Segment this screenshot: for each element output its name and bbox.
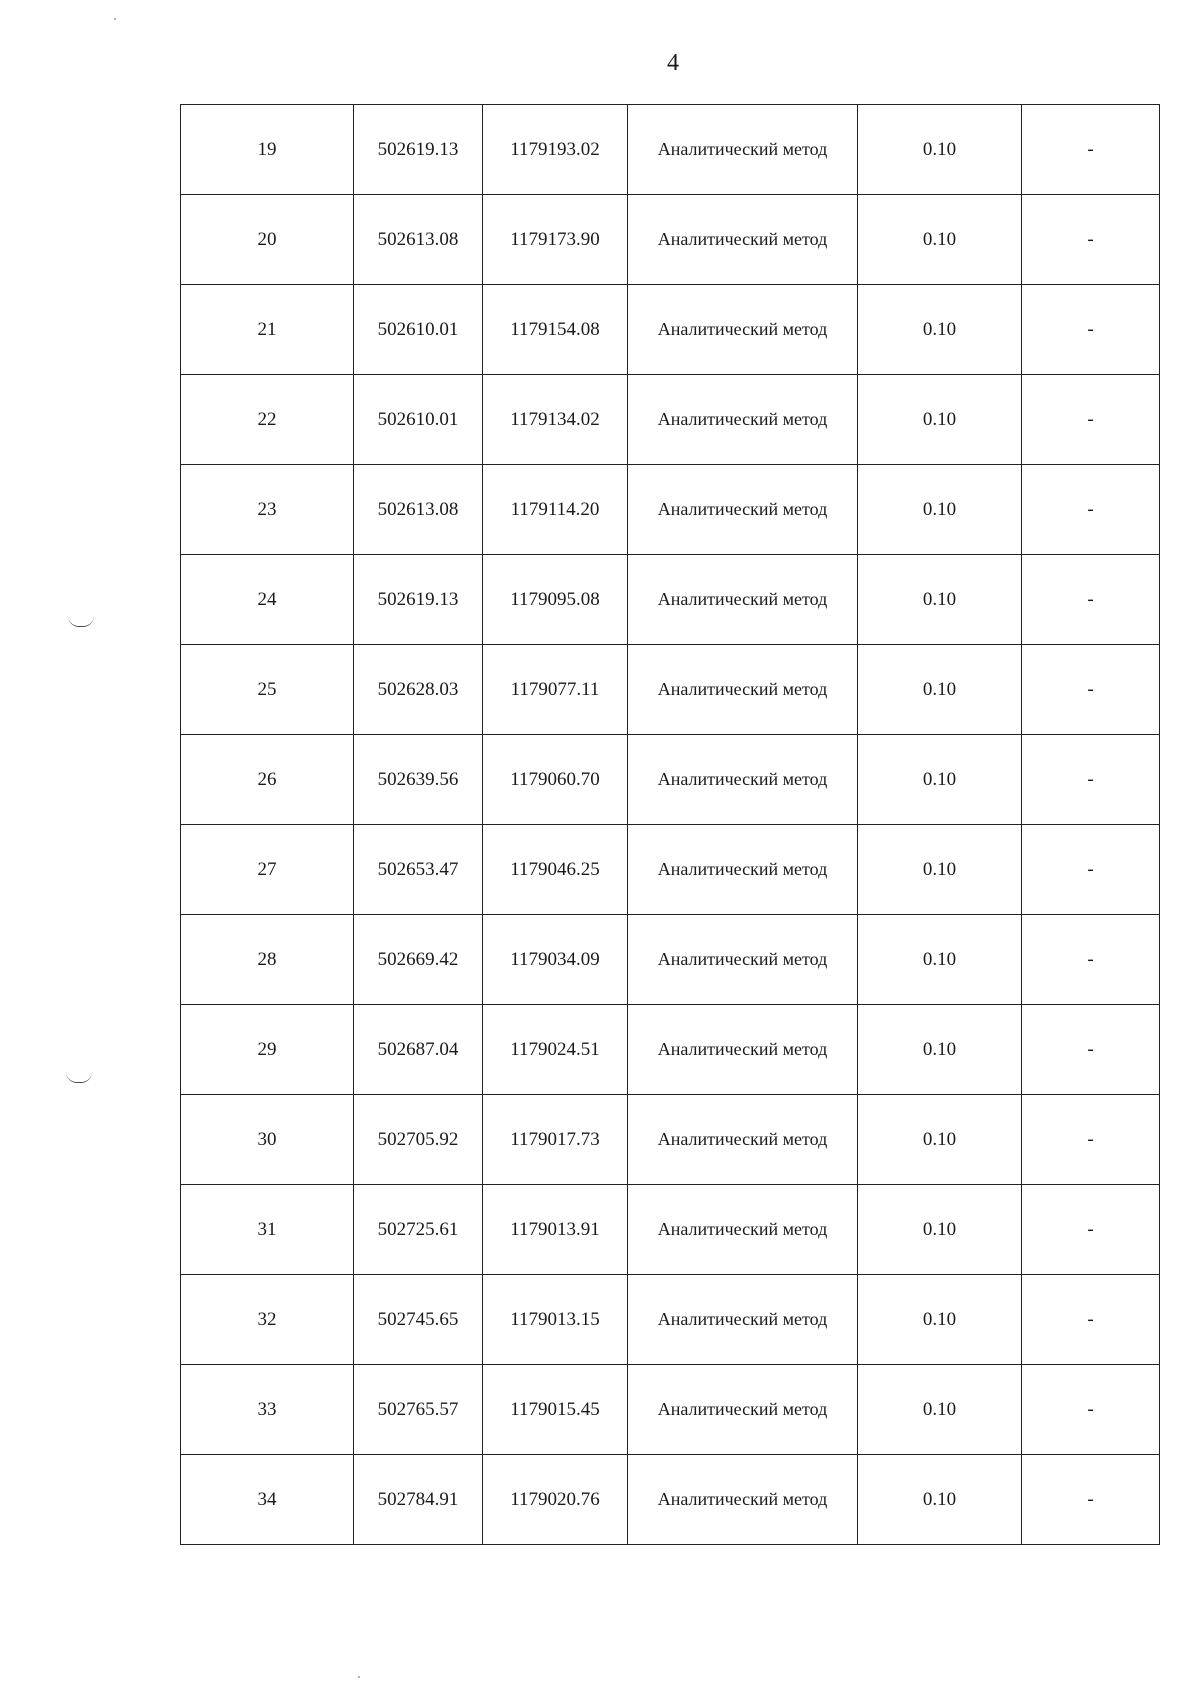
y-coordinate-cell: 1179046.25 [483,825,628,915]
note-cell: - [1022,1095,1160,1185]
point-number-cell: 24 [181,555,354,645]
y-coordinate-cell: 1179020.76 [483,1455,628,1545]
point-number-cell: 29 [181,1005,354,1095]
table-row [181,645,1160,735]
method-cell: Аналитический метод [628,465,858,555]
page-number: 4 [667,50,679,76]
point-number-cell: 21 [181,285,354,375]
y-coordinate-cell: 1179013.91 [483,1185,628,1275]
point-number-cell: 30 [181,1095,354,1185]
x-coordinate-cell: 502653.47 [354,825,483,915]
point-number-cell: 27 [181,825,354,915]
accuracy-cell: 0.10 [858,1095,1022,1185]
y-coordinate-cell: 1179013.15 [483,1275,628,1365]
scan-artifact-mark [68,616,94,627]
x-coordinate-cell: 502613.08 [354,465,483,555]
table-row [181,1275,1160,1365]
y-coordinate-cell: 1179060.70 [483,735,628,825]
x-coordinate-cell: 502619.13 [354,555,483,645]
accuracy-cell: 0.10 [858,105,1022,195]
method-cell: Аналитический метод [628,915,858,1005]
accuracy-cell: 0.10 [858,1365,1022,1455]
accuracy-cell: 0.10 [858,735,1022,825]
table-row [181,1185,1160,1275]
note-cell: - [1022,375,1160,465]
y-coordinate-cell: 1179193.02 [483,105,628,195]
method-cell: Аналитический метод [628,555,858,645]
y-coordinate-cell: 1179024.51 [483,1005,628,1095]
accuracy-cell: 0.10 [858,825,1022,915]
x-coordinate-cell: 502610.01 [354,375,483,465]
y-coordinate-cell: 1179017.73 [483,1095,628,1185]
point-number-cell: 25 [181,645,354,735]
y-coordinate-cell: 1179173.90 [483,195,628,285]
accuracy-cell: 0.10 [858,915,1022,1005]
scan-artifact-dot [114,18,116,20]
x-coordinate-cell: 502687.04 [354,1005,483,1095]
table-row [181,285,1160,375]
note-cell: - [1022,465,1160,555]
x-coordinate-cell: 502619.13 [354,105,483,195]
x-coordinate-cell: 502784.91 [354,1455,483,1545]
method-cell: Аналитический метод [628,195,858,285]
method-cell: Аналитический метод [628,735,858,825]
y-coordinate-cell: 1179077.11 [483,645,628,735]
point-number-cell: 31 [181,1185,354,1275]
point-number-cell: 32 [181,1275,354,1365]
note-cell: - [1022,1185,1160,1275]
point-number-cell: 34 [181,1455,354,1545]
point-number-cell: 23 [181,465,354,555]
method-cell: Аналитический метод [628,105,858,195]
point-number-cell: 26 [181,735,354,825]
note-cell: - [1022,825,1160,915]
y-coordinate-cell: 1179134.02 [483,375,628,465]
method-cell: Аналитический метод [628,1005,858,1095]
note-cell: - [1022,285,1160,375]
table-row [181,1095,1160,1185]
table-row [181,375,1160,465]
point-number-cell: 19 [181,105,354,195]
table-row [181,825,1160,915]
table-row [181,195,1160,285]
x-coordinate-cell: 502765.57 [354,1365,483,1455]
method-cell: Аналитический метод [628,1095,858,1185]
accuracy-cell: 0.10 [858,1185,1022,1275]
method-cell: Аналитический метод [628,1365,858,1455]
table-row [181,1455,1160,1545]
method-cell: Аналитический метод [628,1185,858,1275]
table-row [181,105,1160,195]
y-coordinate-cell: 1179034.09 [483,915,628,1005]
scan-artifact-mark [66,1072,92,1083]
note-cell: - [1022,1005,1160,1095]
accuracy-cell: 0.10 [858,375,1022,465]
point-number-cell: 28 [181,915,354,1005]
accuracy-cell: 0.10 [858,1275,1022,1365]
x-coordinate-cell: 502628.03 [354,645,483,735]
y-coordinate-cell: 1179015.45 [483,1365,628,1455]
point-number-cell: 22 [181,375,354,465]
method-cell: Аналитический метод [628,1275,858,1365]
note-cell: - [1022,915,1160,1005]
table-row [181,915,1160,1005]
coordinates-table [180,104,1160,1545]
note-cell: - [1022,1365,1160,1455]
x-coordinate-cell: 502669.42 [354,915,483,1005]
accuracy-cell: 0.10 [858,555,1022,645]
method-cell: Аналитический метод [628,645,858,735]
point-number-cell: 20 [181,195,354,285]
x-coordinate-cell: 502613.08 [354,195,483,285]
note-cell: - [1022,195,1160,285]
note-cell: - [1022,105,1160,195]
table-row [181,465,1160,555]
method-cell: Аналитический метод [628,825,858,915]
note-cell: - [1022,1275,1160,1365]
note-cell: - [1022,1455,1160,1545]
note-cell: - [1022,555,1160,645]
point-number-cell: 33 [181,1365,354,1455]
method-cell: Аналитический метод [628,285,858,375]
x-coordinate-cell: 502610.01 [354,285,483,375]
y-coordinate-cell: 1179154.08 [483,285,628,375]
note-cell: - [1022,735,1160,825]
coordinates-table-body [181,105,1160,1545]
accuracy-cell: 0.10 [858,1005,1022,1095]
method-cell: Аналитический метод [628,1455,858,1545]
accuracy-cell: 0.10 [858,465,1022,555]
note-cell: - [1022,645,1160,735]
accuracy-cell: 0.10 [858,645,1022,735]
y-coordinate-cell: 1179095.08 [483,555,628,645]
x-coordinate-cell: 502725.61 [354,1185,483,1275]
accuracy-cell: 0.10 [858,195,1022,285]
accuracy-cell: 0.10 [858,285,1022,375]
method-cell: Аналитический метод [628,375,858,465]
x-coordinate-cell: 502705.92 [354,1095,483,1185]
table-row [181,555,1160,645]
table-row [181,735,1160,825]
accuracy-cell: 0.10 [858,1455,1022,1545]
table-row [181,1005,1160,1095]
x-coordinate-cell: 502639.56 [354,735,483,825]
y-coordinate-cell: 1179114.20 [483,465,628,555]
x-coordinate-cell: 502745.65 [354,1275,483,1365]
table-row [181,1365,1160,1455]
scan-artifact-dot [358,1676,360,1678]
